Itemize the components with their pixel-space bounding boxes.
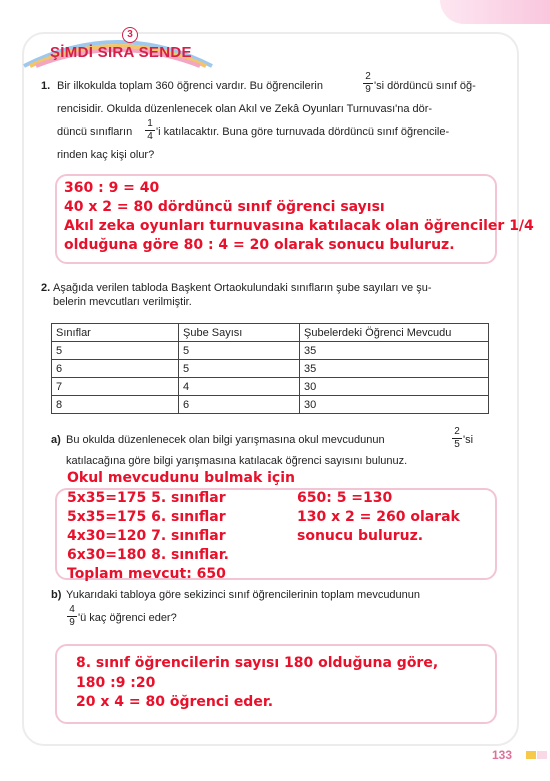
q2b-answer-line2: 180 :9 :20 [76,675,156,691]
table-cell: 35 [300,360,489,378]
table-cell: 5 [179,342,300,360]
q2b-text-line1: Yukarıdaki tabloya göre sekizinci sınıf öğrencilerinin toplam mevcudunun [66,589,421,601]
table-header: Şubelerdeki Öğrenci Mevcudu [300,324,489,342]
table-header: Sınıflar [52,324,179,342]
page-marker-yellow [526,751,536,759]
q2a-answer-left-1: 5x35=175 5. sınıflar [67,490,226,506]
page-number: 133 [492,748,513,762]
table-row [52,342,489,360]
q2a-answer-left-4: 6x30=180 8. sınıflar. [67,547,229,563]
q2a-text-line1b: 'si [463,434,474,446]
section-badge: 3 [122,27,138,43]
table-cell: 35 [300,342,489,360]
q1-fraction-1-4: 1 4 [145,119,155,142]
table-cell: 5 [52,342,179,360]
table-header-row [52,324,489,342]
q2a-answer-left-3: 4x30=120 7. sınıflar [67,528,226,544]
q2b-text-line2: 'ü kaç öğrenci eder? [78,612,177,624]
q1-answer-line1: 360 : 9 = 40 [64,180,160,196]
q2-number: 2. [41,282,51,294]
q2a-answer-right-2: 130 x 2 = 260 olarak [297,509,460,525]
table-row [52,360,489,378]
table-cell: 7 [52,378,179,396]
class-table [51,323,489,414]
table-cell: 6 [179,396,300,414]
q2b-label: b) [51,589,62,601]
q2b-answer-line1: 8. sınıf öğrencilerin sayısı 180 olduğuna göre, [76,655,439,671]
table-cell: 8 [52,396,179,414]
q2a-answer-right-3: sonucu buluruz. [297,528,424,544]
table-cell: 4 [179,378,300,396]
table-header: Şube Sayısı [179,324,300,342]
section-title: ŞİMDİ SIRA SENDE [50,44,192,61]
table-row [52,396,489,414]
q1-fraction-2-9: 2 9 [363,72,373,95]
q2a-fraction-2-5: 2 5 [452,427,462,450]
q2a-answer-heading: Okul mevcudunu bulmak için [67,470,295,486]
q1-text-line2: rencisidir. Okulda düzenlenecek olan Akıl ve Zekâ Oyunları Turnuvası'na dör- [57,103,433,115]
table-row [52,378,489,396]
q2a-label: a) [51,434,61,446]
table-cell: 5 [179,360,300,378]
q2-text-line1: Aşağıda verilen tabloda Başkent Ortaokulundaki sınıfların şube sayıları ve şu- [53,282,432,294]
q1-answer-line2: 40 x 2 = 80 dördüncü sınıf öğrenci sayısı [64,199,385,215]
q1-text-line1a: Bir ilkokulda toplam 360 öğrenci vardır. Bu öğrencilerin [57,80,323,92]
q1-text-line4: rinden kaç kişi olur? [57,149,155,161]
corner-decoration [440,0,550,24]
q2a-answer-left-2: 5x35=175 6. sınıflar [67,509,226,525]
table-cell: 6 [52,360,179,378]
q2b-answer-line3: 20 x 4 = 80 öğrenci eder. [76,694,274,710]
q2b-fraction-4-9: 4 9 [67,605,77,628]
table-cell: 30 [300,396,489,414]
table-cell: 30 [300,378,489,396]
q2a-answer-left-5: Toplam mevcut: 650 [67,566,226,582]
q1-text-line3b: 'i katılacaktır. Buna göre turnuvada dördüncü sınıf öğrencile- [156,126,450,138]
q2a-answer-right-1: 650: 5 =130 [297,490,393,506]
q1-answer-line3: Akıl zeka oyunları turnuvasına katılacak olan öğrenciler 1/4 [64,218,534,234]
page-marker-pink [537,751,547,759]
q1-number: 1. [41,80,51,92]
q2a-text-line1a: Bu okulda düzenlenecek olan bilgi yarışmasına okul mevcudunun [66,434,385,446]
q1-text-line1b: 'si dördüncü sınıf öğ- [374,80,476,92]
q1-answer-line4: olduğuna göre 80 : 4 = 20 olarak sonucu buluruz. [64,237,455,253]
q2-text-line2: belerin mevcutları verilmiştir. [53,296,192,308]
q2a-text-line2: katılacağına göre bilgi yarışmasına katılacak öğrenci sayısını bulunuz. [66,455,408,467]
q1-text-line3a: düncü sınıfların [57,126,133,138]
